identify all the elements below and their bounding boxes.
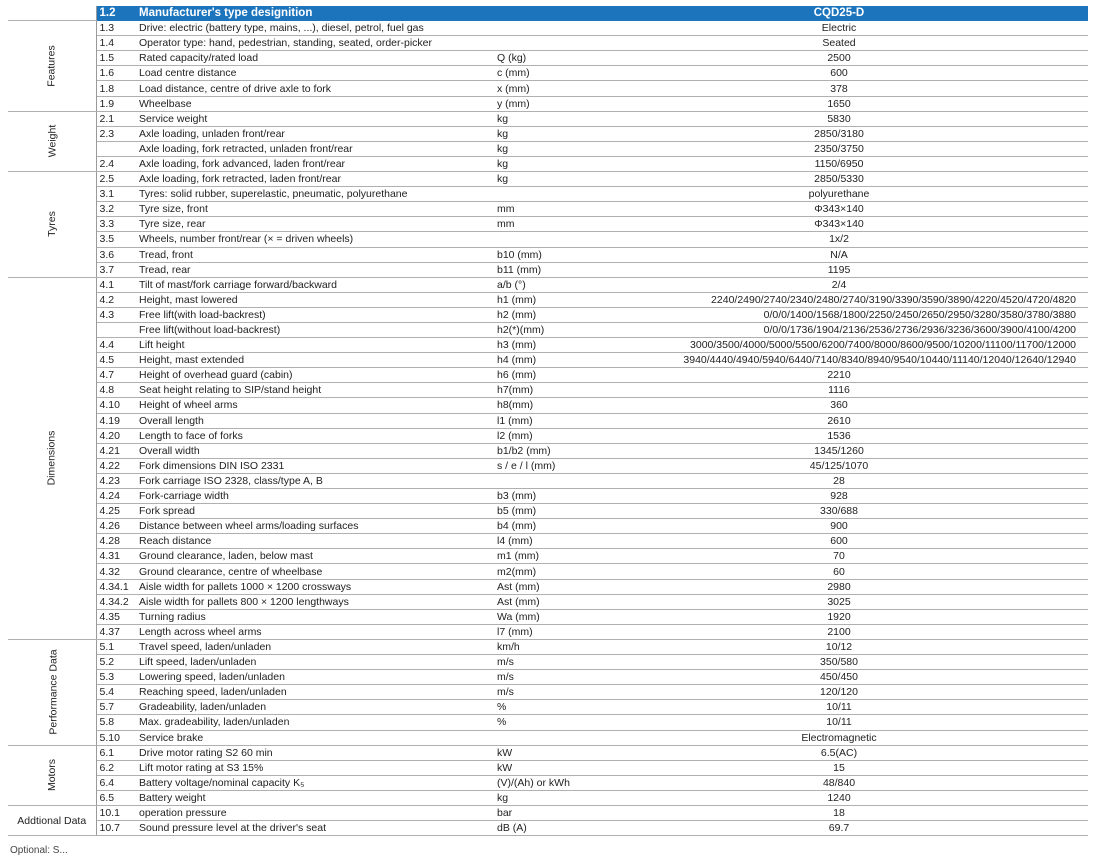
row-number: 5.8 bbox=[96, 715, 136, 730]
row-number bbox=[96, 322, 136, 337]
spec-row bbox=[8, 504, 1088, 519]
row-unit: b11 (mm) bbox=[494, 262, 590, 277]
row-unit: m/s bbox=[494, 670, 590, 685]
row-unit: b4 (mm) bbox=[494, 519, 590, 534]
row-unit: h4 (mm) bbox=[494, 353, 590, 368]
row-value: 450/450 bbox=[590, 670, 1088, 685]
row-number: 2.3 bbox=[96, 126, 136, 141]
row-label: Tyre size, rear bbox=[136, 217, 494, 232]
row-number: 4.34.1 bbox=[96, 579, 136, 594]
row-label: Length to face of forks bbox=[136, 428, 494, 443]
row-unit: y (mm) bbox=[494, 96, 590, 111]
spec-row bbox=[8, 141, 1088, 156]
row-number: 4.26 bbox=[96, 519, 136, 534]
row-value: 2100 bbox=[590, 624, 1088, 639]
row-number bbox=[96, 141, 136, 156]
row-number: 3.1 bbox=[96, 187, 136, 202]
row-label: Ground clearance, laden, below mast bbox=[136, 549, 494, 564]
row-value: 1240 bbox=[590, 790, 1088, 805]
row-value: polyurethane bbox=[590, 187, 1088, 202]
row-value: 2/4 bbox=[590, 277, 1088, 292]
spec-row bbox=[8, 368, 1088, 383]
section-label-text: Features bbox=[45, 45, 58, 87]
spec-row bbox=[8, 609, 1088, 624]
row-label: Axle loading, fork advanced, laden front/rear bbox=[136, 156, 494, 171]
row-label: Height, mast lowered bbox=[136, 292, 494, 307]
row-value: 15 bbox=[590, 760, 1088, 775]
section-label bbox=[8, 21, 96, 112]
spec-row bbox=[8, 156, 1088, 171]
row-value: 928 bbox=[590, 489, 1088, 504]
row-number: 4.21 bbox=[96, 443, 136, 458]
row-label: Distance between wheel arms/loading surfaces bbox=[136, 519, 494, 534]
spec-row bbox=[8, 322, 1088, 337]
spec-row bbox=[8, 790, 1088, 805]
spec-row bbox=[8, 594, 1088, 609]
row-number: 6.5 bbox=[96, 790, 136, 805]
row-number: 10.7 bbox=[96, 821, 136, 836]
row-number: 1.8 bbox=[96, 81, 136, 96]
footnote: Optional: S... bbox=[10, 845, 68, 856]
row-number: 5.1 bbox=[96, 639, 136, 654]
row-unit: h7(mm) bbox=[494, 383, 590, 398]
row-label: Sound pressure level at the driver's seat bbox=[136, 821, 494, 836]
row-number: 3.7 bbox=[96, 262, 136, 277]
row-unit: kg bbox=[494, 156, 590, 171]
row-value: Φ343×140 bbox=[590, 202, 1088, 217]
row-label: Free lift(without load-backrest) bbox=[136, 322, 494, 337]
header-label: Manufacturer's type designition bbox=[136, 6, 494, 21]
spec-row bbox=[8, 685, 1088, 700]
spec-row bbox=[8, 81, 1088, 96]
row-label: Height of overhead guard (cabin) bbox=[136, 368, 494, 383]
row-unit: % bbox=[494, 715, 590, 730]
spec-row bbox=[8, 760, 1088, 775]
row-unit: bar bbox=[494, 805, 590, 820]
row-number: 4.31 bbox=[96, 549, 136, 564]
spec-row bbox=[8, 639, 1088, 654]
row-value: Electric bbox=[590, 21, 1088, 36]
row-unit: dB (A) bbox=[494, 821, 590, 836]
spec-row bbox=[8, 805, 1088, 820]
row-label: Overall length bbox=[136, 413, 494, 428]
spec-row bbox=[8, 96, 1088, 111]
row-value: 1x/2 bbox=[590, 232, 1088, 247]
row-value: 2980 bbox=[590, 579, 1088, 594]
row-number: 3.6 bbox=[96, 247, 136, 262]
row-label: Service brake bbox=[136, 730, 494, 745]
row-value: 2610 bbox=[590, 413, 1088, 428]
spec-row bbox=[8, 353, 1088, 368]
row-value: 600 bbox=[590, 534, 1088, 549]
row-number: 4.2 bbox=[96, 292, 136, 307]
row-number: 4.35 bbox=[96, 609, 136, 624]
row-value: 350/580 bbox=[590, 655, 1088, 670]
row-label: Lowering speed, laden/unladen bbox=[136, 670, 494, 685]
spec-row bbox=[8, 262, 1088, 277]
spec-row bbox=[8, 624, 1088, 639]
row-unit: kg bbox=[494, 790, 590, 805]
row-number: 5.3 bbox=[96, 670, 136, 685]
spec-row bbox=[8, 21, 1088, 36]
row-unit: b5 (mm) bbox=[494, 504, 590, 519]
row-unit: l4 (mm) bbox=[494, 534, 590, 549]
row-unit: km/h bbox=[494, 639, 590, 654]
row-label: Lift height bbox=[136, 338, 494, 353]
row-number: 4.1 bbox=[96, 277, 136, 292]
row-unit: b3 (mm) bbox=[494, 489, 590, 504]
row-label: Max. gradeability, laden/unladen bbox=[136, 715, 494, 730]
row-unit: b10 (mm) bbox=[494, 247, 590, 262]
row-label: Battery voltage/nominal capacity K₅ bbox=[136, 775, 494, 790]
row-value: 0/0/0/1400/1568/1800/2250/2450/2650/2950/3280/3580/3780/3880 bbox=[590, 307, 1088, 322]
row-value: 2350/3750 bbox=[590, 141, 1088, 156]
section-label: Addtional Data bbox=[8, 805, 96, 835]
row-number: 4.10 bbox=[96, 398, 136, 413]
row-value: 1195 bbox=[590, 262, 1088, 277]
row-number: 6.1 bbox=[96, 745, 136, 760]
row-label: Lift motor rating at S3 15% bbox=[136, 760, 494, 775]
row-label: Wheelbase bbox=[136, 96, 494, 111]
row-number: 4.24 bbox=[96, 489, 136, 504]
row-label: Height, mast extended bbox=[136, 353, 494, 368]
row-value: 360 bbox=[590, 398, 1088, 413]
row-value: 0/0/0/1736/1904/2136/2536/2736/2936/3236/3600/3900/4100/4200 bbox=[590, 322, 1088, 337]
row-value: N/A bbox=[590, 247, 1088, 262]
row-value: 2210 bbox=[590, 368, 1088, 383]
spec-table-body bbox=[8, 6, 1088, 836]
row-unit: Q (kg) bbox=[494, 51, 590, 66]
spec-row bbox=[8, 398, 1088, 413]
row-unit: % bbox=[494, 700, 590, 715]
row-number: 3.3 bbox=[96, 217, 136, 232]
row-value: 5830 bbox=[590, 111, 1088, 126]
row-value: 600 bbox=[590, 66, 1088, 81]
spec-row bbox=[8, 730, 1088, 745]
row-label: Fork-carriage width bbox=[136, 489, 494, 504]
row-value: 2240/2490/2740/2340/2480/2740/3190/3390/3590/3890/4220/4520/4720/4820 bbox=[590, 292, 1088, 307]
row-label: Fork carriage ISO 2328, class/type A, B bbox=[136, 473, 494, 488]
spec-row bbox=[8, 338, 1088, 353]
row-value: Φ343×140 bbox=[590, 217, 1088, 232]
row-unit: m2(mm) bbox=[494, 564, 590, 579]
row-label: Wheels, number front/rear (× = driven wheels) bbox=[136, 232, 494, 247]
row-label: Fork spread bbox=[136, 504, 494, 519]
row-unit bbox=[494, 36, 590, 51]
spec-row bbox=[8, 775, 1088, 790]
section-label bbox=[8, 172, 96, 278]
row-unit bbox=[494, 21, 590, 36]
spec-row bbox=[8, 549, 1088, 564]
row-unit: kg bbox=[494, 141, 590, 156]
row-label: Tyres: solid rubber, superelastic, pneumatic, polyurethane bbox=[136, 187, 494, 202]
row-unit: Ast (mm) bbox=[494, 594, 590, 609]
spec-row bbox=[8, 292, 1088, 307]
row-number: 6.2 bbox=[96, 760, 136, 775]
row-number: 2.5 bbox=[96, 172, 136, 187]
spec-row bbox=[8, 126, 1088, 141]
row-number: 5.7 bbox=[96, 700, 136, 715]
spec-row bbox=[8, 307, 1088, 322]
row-label: Height of wheel arms bbox=[136, 398, 494, 413]
row-label: Fork dimensions DIN ISO 2331 bbox=[136, 458, 494, 473]
spec-row bbox=[8, 172, 1088, 187]
row-unit: m/s bbox=[494, 655, 590, 670]
section-label-text: Tyres bbox=[45, 211, 58, 238]
row-number: 3.5 bbox=[96, 232, 136, 247]
row-value: 10/12 bbox=[590, 639, 1088, 654]
row-value: 378 bbox=[590, 81, 1088, 96]
header-number: 1.2 bbox=[96, 6, 136, 21]
spec-row bbox=[8, 489, 1088, 504]
row-number: 2.4 bbox=[96, 156, 136, 171]
row-value: 1650 bbox=[590, 96, 1088, 111]
row-label: Tread, rear bbox=[136, 262, 494, 277]
section-label bbox=[8, 277, 96, 639]
row-number: 4.34.2 bbox=[96, 594, 136, 609]
section-label bbox=[8, 639, 96, 745]
spec-row bbox=[8, 534, 1088, 549]
row-unit: h6 (mm) bbox=[494, 368, 590, 383]
spec-row bbox=[8, 715, 1088, 730]
row-label: Tread, front bbox=[136, 247, 494, 262]
row-label: Drive: electric (battery type, mains, ...), diesel, petrol, fuel gas bbox=[136, 21, 494, 36]
row-number: 4.32 bbox=[96, 564, 136, 579]
row-label: Axle loading, fork retracted, laden front/rear bbox=[136, 172, 494, 187]
row-unit: mm bbox=[494, 202, 590, 217]
row-number: 4.5 bbox=[96, 353, 136, 368]
row-label: operation pressure bbox=[136, 805, 494, 820]
row-unit bbox=[494, 232, 590, 247]
spec-row bbox=[8, 36, 1088, 51]
spec-table bbox=[8, 6, 1088, 836]
row-value: 28 bbox=[590, 473, 1088, 488]
spec-row bbox=[8, 700, 1088, 715]
header-unit bbox=[494, 6, 590, 21]
row-value: 330/688 bbox=[590, 504, 1088, 519]
row-number: 4.28 bbox=[96, 534, 136, 549]
row-unit: b1/b2 (mm) bbox=[494, 443, 590, 458]
spec-row bbox=[8, 247, 1088, 262]
spec-row bbox=[8, 413, 1088, 428]
row-label: Reach distance bbox=[136, 534, 494, 549]
row-number: 6.4 bbox=[96, 775, 136, 790]
spec-row bbox=[8, 473, 1088, 488]
row-label: Battery weight bbox=[136, 790, 494, 805]
row-label: Aisle width for pallets 800 × 1200 lengthways bbox=[136, 594, 494, 609]
row-number: 1.4 bbox=[96, 36, 136, 51]
row-value: 120/120 bbox=[590, 685, 1088, 700]
row-unit: c (mm) bbox=[494, 66, 590, 81]
spec-row bbox=[8, 821, 1088, 836]
row-value: 3025 bbox=[590, 594, 1088, 609]
row-unit: h8(mm) bbox=[494, 398, 590, 413]
row-unit: mm bbox=[494, 217, 590, 232]
row-label: Lift speed, laden/unladen bbox=[136, 655, 494, 670]
row-unit: h1 (mm) bbox=[494, 292, 590, 307]
row-unit: kW bbox=[494, 745, 590, 760]
header-row bbox=[8, 6, 1088, 21]
row-value: Electromagnetic bbox=[590, 730, 1088, 745]
row-value: 1116 bbox=[590, 383, 1088, 398]
row-label: Turning radius bbox=[136, 609, 494, 624]
section-label bbox=[8, 745, 96, 805]
row-unit: kW bbox=[494, 760, 590, 775]
row-unit bbox=[494, 730, 590, 745]
row-label: Travel speed, laden/unladen bbox=[136, 639, 494, 654]
spec-row bbox=[8, 383, 1088, 398]
row-unit: h2 (mm) bbox=[494, 307, 590, 322]
section-label-text: Dimensions bbox=[45, 430, 58, 486]
row-value: 2850/5330 bbox=[590, 172, 1088, 187]
row-unit: m/s bbox=[494, 685, 590, 700]
row-value: 69.7 bbox=[590, 821, 1088, 836]
row-number: 4.8 bbox=[96, 383, 136, 398]
section-label-text: Motors bbox=[45, 759, 58, 792]
row-number: 4.7 bbox=[96, 368, 136, 383]
row-value: 2500 bbox=[590, 51, 1088, 66]
row-label: Axle loading, fork retracted, unladen front/rear bbox=[136, 141, 494, 156]
row-unit: kg bbox=[494, 172, 590, 187]
spec-row bbox=[8, 187, 1088, 202]
row-unit: l7 (mm) bbox=[494, 624, 590, 639]
spec-row bbox=[8, 111, 1088, 126]
row-value: 6.5(AC) bbox=[590, 745, 1088, 760]
row-number: 4.20 bbox=[96, 428, 136, 443]
row-number: 4.22 bbox=[96, 458, 136, 473]
row-number: 1.9 bbox=[96, 96, 136, 111]
row-value: 1920 bbox=[590, 609, 1088, 624]
spec-row bbox=[8, 670, 1088, 685]
row-number: 2.1 bbox=[96, 111, 136, 126]
row-value: 1536 bbox=[590, 428, 1088, 443]
row-unit: h2(*)(mm) bbox=[494, 322, 590, 337]
row-number: 1.3 bbox=[96, 21, 136, 36]
row-label: Gradeability, laden/unladen bbox=[136, 700, 494, 715]
row-unit: kg bbox=[494, 111, 590, 126]
row-value: 18 bbox=[590, 805, 1088, 820]
row-label: Axle loading, unladen front/rear bbox=[136, 126, 494, 141]
row-number: 4.4 bbox=[96, 338, 136, 353]
row-unit: a/b (°) bbox=[494, 277, 590, 292]
section-label-text: Performance Data bbox=[47, 649, 60, 735]
row-label: Load centre distance bbox=[136, 66, 494, 81]
row-unit: Wa (mm) bbox=[494, 609, 590, 624]
row-unit: m1 (mm) bbox=[494, 549, 590, 564]
row-label: Service weight bbox=[136, 111, 494, 126]
row-label: Free lift(with load-backrest) bbox=[136, 307, 494, 322]
row-value: 10/11 bbox=[590, 700, 1088, 715]
spec-row bbox=[8, 66, 1088, 81]
row-unit: kg bbox=[494, 126, 590, 141]
row-number: 1.6 bbox=[96, 66, 136, 81]
row-label: Tilt of mast/fork carriage forward/backward bbox=[136, 277, 494, 292]
row-number: 1.5 bbox=[96, 51, 136, 66]
spec-row bbox=[8, 277, 1088, 292]
spec-row bbox=[8, 579, 1088, 594]
row-unit: l2 (mm) bbox=[494, 428, 590, 443]
row-unit: l1 (mm) bbox=[494, 413, 590, 428]
spec-row bbox=[8, 564, 1088, 579]
row-unit: (V)/(Ah) or kWh bbox=[494, 775, 590, 790]
row-value: 2850/3180 bbox=[590, 126, 1088, 141]
row-number: 5.4 bbox=[96, 685, 136, 700]
row-value: 1150/6950 bbox=[590, 156, 1088, 171]
row-number: 5.10 bbox=[96, 730, 136, 745]
row-number: 10.1 bbox=[96, 805, 136, 820]
spec-row bbox=[8, 655, 1088, 670]
row-unit: Ast (mm) bbox=[494, 579, 590, 594]
row-number: 4.19 bbox=[96, 413, 136, 428]
row-value: Seated bbox=[590, 36, 1088, 51]
row-label: Ground clearance, centre of wheelbase bbox=[136, 564, 494, 579]
row-value: 60 bbox=[590, 564, 1088, 579]
spec-row bbox=[8, 202, 1088, 217]
row-value: 10/11 bbox=[590, 715, 1088, 730]
section-label bbox=[8, 111, 96, 171]
row-label: Length across wheel arms bbox=[136, 624, 494, 639]
spec-row bbox=[8, 217, 1088, 232]
row-unit bbox=[494, 473, 590, 488]
spec-row bbox=[8, 232, 1088, 247]
header-category-cell bbox=[8, 6, 96, 21]
row-unit: s / e / l (mm) bbox=[494, 458, 590, 473]
spec-row bbox=[8, 428, 1088, 443]
row-value: 900 bbox=[590, 519, 1088, 534]
row-value: 48/840 bbox=[590, 775, 1088, 790]
spec-row bbox=[8, 519, 1088, 534]
header-model-value: CQD25-D bbox=[590, 6, 1088, 21]
spec-row bbox=[8, 458, 1088, 473]
row-label: Load distance, centre of drive axle to fork bbox=[136, 81, 494, 96]
row-label: Seat height relating to SIP/stand height bbox=[136, 383, 494, 398]
row-unit: x (mm) bbox=[494, 81, 590, 96]
row-label: Aisle width for pallets 1000 × 1200 crossways bbox=[136, 579, 494, 594]
row-value: 70 bbox=[590, 549, 1088, 564]
row-label: Overall width bbox=[136, 443, 494, 458]
spec-row bbox=[8, 443, 1088, 458]
section-label-text: Weight bbox=[45, 125, 58, 158]
row-number: 5.2 bbox=[96, 655, 136, 670]
row-value: 1345/1260 bbox=[590, 443, 1088, 458]
row-number: 4.23 bbox=[96, 473, 136, 488]
row-label: Rated capacity/rated load bbox=[136, 51, 494, 66]
row-label: Reaching speed, laden/unladen bbox=[136, 685, 494, 700]
row-number: 4.25 bbox=[96, 504, 136, 519]
row-number: 4.37 bbox=[96, 624, 136, 639]
row-number: 4.3 bbox=[96, 307, 136, 322]
row-unit: h3 (mm) bbox=[494, 338, 590, 353]
row-number: 3.2 bbox=[96, 202, 136, 217]
row-label: Drive motor rating S2 60 min bbox=[136, 745, 494, 760]
spec-row bbox=[8, 745, 1088, 760]
row-value: 3000/3500/4000/5000/5500/6200/7400/8000/8600/9500/10200/11100/11700/12000 bbox=[590, 338, 1088, 353]
row-label: Tyre size, front bbox=[136, 202, 494, 217]
spec-row bbox=[8, 51, 1088, 66]
row-unit bbox=[494, 187, 590, 202]
row-value: 45/125/1070 bbox=[590, 458, 1088, 473]
row-label: Operator type: hand, pedestrian, standing, seated, order-picker bbox=[136, 36, 494, 51]
row-value: 3940/4440/4940/5940/6440/7140/8340/8940/9540/10440/11140/12040/12640/12940 bbox=[590, 353, 1088, 368]
